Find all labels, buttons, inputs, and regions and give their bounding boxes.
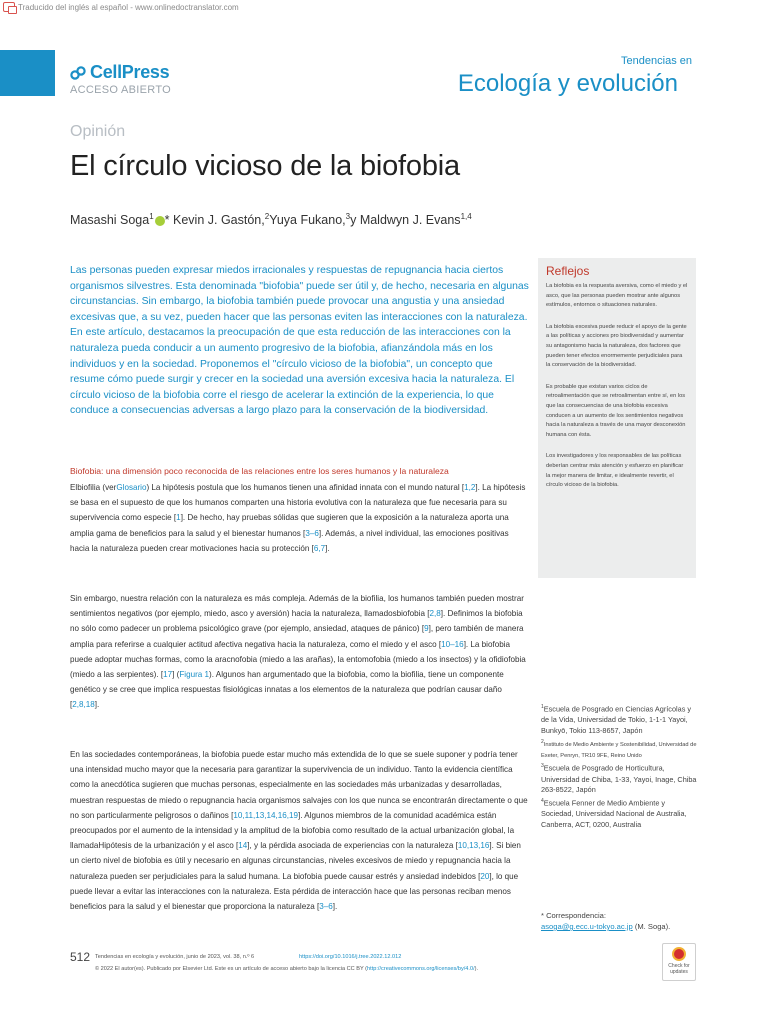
translation-banner-text[interactable]: Traducido del inglés al español - www.onlinedoctranslator.com bbox=[18, 2, 239, 12]
text: ). Algunos han argumentado que la biofobia, como la biofilia, tiene un componente genético y se cree que implica respuestas fisiológicas innatas a los elementos de la naturaleza que podrían causar daño [ bbox=[70, 670, 504, 710]
reference-link[interactable]: 3–6 bbox=[319, 902, 333, 912]
affiliation-number: 2 bbox=[541, 738, 544, 745]
reference-link[interactable]: 2,8 bbox=[429, 609, 441, 619]
affiliation bbox=[541, 796, 699, 831]
reference-link[interactable]: 20 bbox=[480, 871, 490, 881]
body-paragraph bbox=[70, 480, 530, 556]
section-heading: Biofobia: una dimensión poco reconocida de las relaciones entre los seres humanos y la naturaleza bbox=[70, 466, 449, 476]
correspondence-label: * Correspondencia: bbox=[541, 911, 607, 920]
text: ] ( bbox=[172, 670, 180, 680]
article-title: El círculo vicioso de la biofobia bbox=[70, 150, 460, 182]
figure-link[interactable]: Figura 1 bbox=[179, 670, 210, 680]
publisher-brand bbox=[70, 62, 171, 96]
reference-link[interactable]: 6,7 bbox=[313, 543, 326, 553]
text: ]. Además, a nivel individual, las emociones positivas hacia la naturaleza pueden crear motivaciones hacia su protección [ bbox=[70, 528, 509, 553]
highlight-item: La biofobia excesiva puede reducir el apoyo de la gente a las políticas y acciones pro biodiversidad y aumentar su antagonismo hacia la naturaleza, dos factores que pueden tener efectos enormemente perjudiciales para la conservación de la biodiversidad. bbox=[546, 323, 687, 369]
reference-link[interactable]: 2,8,18 bbox=[72, 700, 95, 710]
text: ]. La biofobia puede adoptar muchas formas, como la aracnofobia (miedo a las arañas), la entomofobia (miedo a los insectos) y la ofidiofobia (miedo a las serpientes). [ bbox=[70, 639, 526, 680]
affiliation-number: 3 bbox=[541, 763, 544, 770]
affiliation-text: Escuela de Posgrado de Horticultura, Universidad de Chiba, 1-33, Yayoi, Inage, Chiba 263-8522, Japón bbox=[541, 763, 697, 795]
reference-link[interactable]: 14 bbox=[238, 841, 248, 851]
affiliation bbox=[541, 702, 699, 737]
page-number: 512 bbox=[70, 950, 91, 964]
reference-link[interactable]: 1,2 bbox=[464, 483, 476, 492]
translation-banner[interactable] bbox=[0, 0, 239, 14]
license-link[interactable]: http://creativecommons.org/licenses/by/4.0/ bbox=[367, 966, 475, 972]
check-updates-icon bbox=[672, 947, 686, 961]
check-updates-line: Check for bbox=[668, 963, 690, 969]
highlights-box bbox=[538, 258, 696, 578]
text: ], pero también de manera amplia para referirse a cualquier actitud afectiva negativa hacia la naturaleza, como el miedo y el asco [ bbox=[70, 624, 524, 649]
affiliations bbox=[541, 702, 699, 831]
reference-link[interactable]: 9 bbox=[424, 624, 429, 634]
text: Elbiofilia (ver bbox=[70, 483, 117, 492]
footer-citation: Tendencias en ecología y evolución, junio de 2023, vol. 38, n.º 6 bbox=[95, 954, 255, 960]
text: ) La hipótesis postula que los humanos tienen una afinidad innata con el mundo natural [ bbox=[146, 483, 465, 492]
abstract: Las personas pueden expresar miedos irracionales y respuestas de repugnancia hacia ciertos organismos silvestres. Esta denominada "biofobia" puede ser útil y, de hecho, necesaria en algunas circunstancias. Sin embargo, la biofobia también puede provocar una angustia y una ansiedad excesivas que, a su vez, pueden hacer que las personas eviten las interacciones con la naturaleza. En este artículo, destacamos la preocupación de que esta reducción de las interacciones con la naturaleza pueda conducir a un aumento progresivo de la biofobia, afianzándola más en los individuos y en la sociedad. Proponemos el "círculo vicioso de la biofobia", un concepto que resume cómo puede surgir y crecer en la sociedad una aversión excesiva hacia la naturaleza. El círculo vicioso de la biofobia corre el riesgo de acelerar la extinción de la experiencia, lo que conduce a consecuencias adversas a largo plazo para la conservación de la biodiversidad. bbox=[70, 265, 529, 417]
text: Sin embargo, nuestra relación con la naturaleza es más compleja. Además de la biofilia, los humanos también pueden mostrar sentimientos negativos (por ejemplo, miedo, asco y aversión) hacia la naturaleza, llamadosbiofobia [ bbox=[70, 594, 524, 619]
text: ]. La hipótesis se basa en el supuesto de que los humanos comparten una historia evolutiva con la naturaleza que fue necesaria para su supervivencia como especie [ bbox=[70, 483, 526, 523]
text: ], lo que puede llevar a evitar las interacciones con la naturaleza. Esta pérdida de interacción hace que las personas reciban menos beneficios para la salud y el bienestar que proporciona la naturaleza [ bbox=[70, 871, 519, 912]
journal-series: Tendencias en bbox=[621, 55, 692, 67]
author-name[interactable]: Kevin J. Gastón, bbox=[169, 213, 265, 228]
highlights-title: Reflejos bbox=[546, 264, 590, 278]
highlight-item: Los investigadores y los responsables de las políticas deberían centrar más atención y esfuerzo en planificar la mejor manera de limitar, e idealmente revertir, el círculo vicioso de la biofobia. bbox=[546, 453, 684, 489]
affiliation-marker: 2 bbox=[264, 212, 270, 221]
reference-link[interactable]: 17 bbox=[163, 670, 173, 680]
reference-link[interactable]: 10,11,13,14,16,19 bbox=[233, 810, 298, 820]
reference-link[interactable]: 10–16 bbox=[441, 639, 464, 649]
text: En las sociedades contemporáneas, la biofobia puede estar mucho más extendida de lo que se suele suponer y podría tener una intensidad mucho mayor que la necesaria para garantizar la supervivencia de un individuo. Tanto la evidencia científica como la anecdótica sugieren que muchas personas, especialmente en las sociedades más urbanizadas y desarrolladas, muestran respuestas de miedo o repugnancia hacia organismos salvajes con los que nunca se encontrarán directamente o que no son particularmente peligrosos o dañinos [ bbox=[70, 750, 528, 820]
text: ]. De hecho, hay pruebas sólidas que sugieren que la exposición a la naturaleza aporta una amplia gama de beneficios para la salud y el bienestar humanos [ bbox=[70, 513, 509, 538]
highlight-item: Es probable que existan varios ciclos de retroalimentación que se retroalimentan entre sí, en los que las consecuencias de una biofobia excesiva conducen a un aumento de los sentimientos negativos hacia la naturaleza a través de una mayor desconexión humana con ésta. bbox=[546, 383, 686, 438]
correspondence bbox=[541, 910, 721, 932]
check-updates-line: updates bbox=[670, 969, 688, 975]
corresponding-marker: * bbox=[164, 213, 170, 228]
orcid-icon[interactable] bbox=[155, 216, 165, 226]
text: ]. bbox=[332, 902, 338, 912]
check-updates-label bbox=[668, 963, 689, 975]
article-section: Opinión bbox=[70, 123, 126, 140]
cellpress-logo-icon bbox=[70, 66, 86, 80]
cellpress-logo[interactable] bbox=[70, 62, 171, 83]
body-paragraph bbox=[70, 591, 530, 713]
text: ], y la pérdida asociada de experiencias con la naturaleza [ bbox=[247, 841, 458, 851]
reference-link[interactable]: 1 bbox=[176, 513, 181, 523]
correspondence-name: (M. Soga). bbox=[632, 922, 671, 931]
text: ]. Si bien un cierto nivel de biofobia es útil y necesario en algunas circunstancias, niveles excesivos de miedo y repugnancia hacia la naturaleza pueden ser perjudiciales para la salud humana. La biofobia puede causar estrés y ansiedad indebidos [ bbox=[70, 841, 521, 881]
affiliation-text: Instituto de Medio Ambiente y Sostenibilidad, Universidad de Exeter, Penryn, TR10 9FE, Reino Unido bbox=[541, 741, 697, 759]
text: ]. Algunos miembros de la comunidad académica están preocupados por el aumento de la intensidad y la amplitud de la biofobia como resultado de la actual urbanización global, la llamadaHipótesis de la urbanización y el asco [ bbox=[70, 810, 515, 851]
glossary-link[interactable]: Glosario bbox=[116, 483, 147, 492]
journal-name: Ecología y evolución bbox=[457, 70, 678, 97]
body-paragraph bbox=[70, 747, 530, 914]
doi-link[interactable]: https://doi.org/10.1016/j.tree.2022.12.012 bbox=[299, 954, 402, 960]
affiliation-marker: 1 bbox=[149, 212, 154, 221]
highlight-item: La biofobia es la respuesta aversiva, como el miedo y el asco, que las personas pueden mostrar ante algunos estímulos, entornos o situaciones naturales. bbox=[546, 283, 688, 309]
open-access-label: ACCESO ABIERTO bbox=[70, 84, 171, 96]
text: ]. Definimos la biofobia no sólo como padecer un problema psicológico grave (por ejemplo, ansiedad, ataques de pánico) [ bbox=[70, 609, 523, 634]
affiliation-number: 1 bbox=[541, 704, 544, 710]
license-text: © 2022 El autor(es). Publicado por Elsevier Ltd. Este es un artículo de acceso abierto bajo la licencia CC BY ( bbox=[95, 966, 368, 972]
journal-color-tab bbox=[0, 50, 55, 96]
author-name[interactable]: Masashi Soga bbox=[70, 213, 150, 228]
affiliation-marker: 3 bbox=[345, 212, 351, 221]
affiliation-marker: 1,4 bbox=[460, 212, 472, 221]
license-statement bbox=[95, 966, 565, 972]
check-for-updates-button[interactable] bbox=[662, 943, 696, 981]
author-list bbox=[70, 212, 472, 227]
translate-icon bbox=[3, 2, 15, 12]
affiliation bbox=[541, 761, 699, 796]
reference-link[interactable]: 10,13,16 bbox=[457, 841, 490, 851]
license-text: ). bbox=[474, 966, 479, 972]
affiliation bbox=[541, 737, 699, 761]
correspondence-email[interactable]: asoga@g.ecc.u-tokyo.ac.jp bbox=[541, 922, 633, 931]
affiliation-text: Escuela de Posgrado en Ciencias Agrícolas y de la Vida, Universidad de Tokio, 1-1-1 Yayoi, Bunkyō, Tokio 113-8657, Japón bbox=[541, 704, 692, 736]
text: ]. bbox=[325, 543, 330, 553]
text: ]. bbox=[94, 700, 100, 710]
reference-link[interactable]: 3–6 bbox=[305, 528, 319, 538]
affiliation-number: 4 bbox=[541, 798, 544, 805]
author-name[interactable]: Yuya Fukano, bbox=[269, 213, 346, 228]
affiliation-text: Escuela Fenner de Medio Ambiente y Sociedad, Universidad Nacional de Australia, Canberra, ACT, 0200, Australia bbox=[541, 798, 687, 830]
cellpress-logo-text: CellPress bbox=[90, 62, 170, 82]
author-name[interactable]: y Maldwyn J. Evans bbox=[350, 213, 461, 228]
